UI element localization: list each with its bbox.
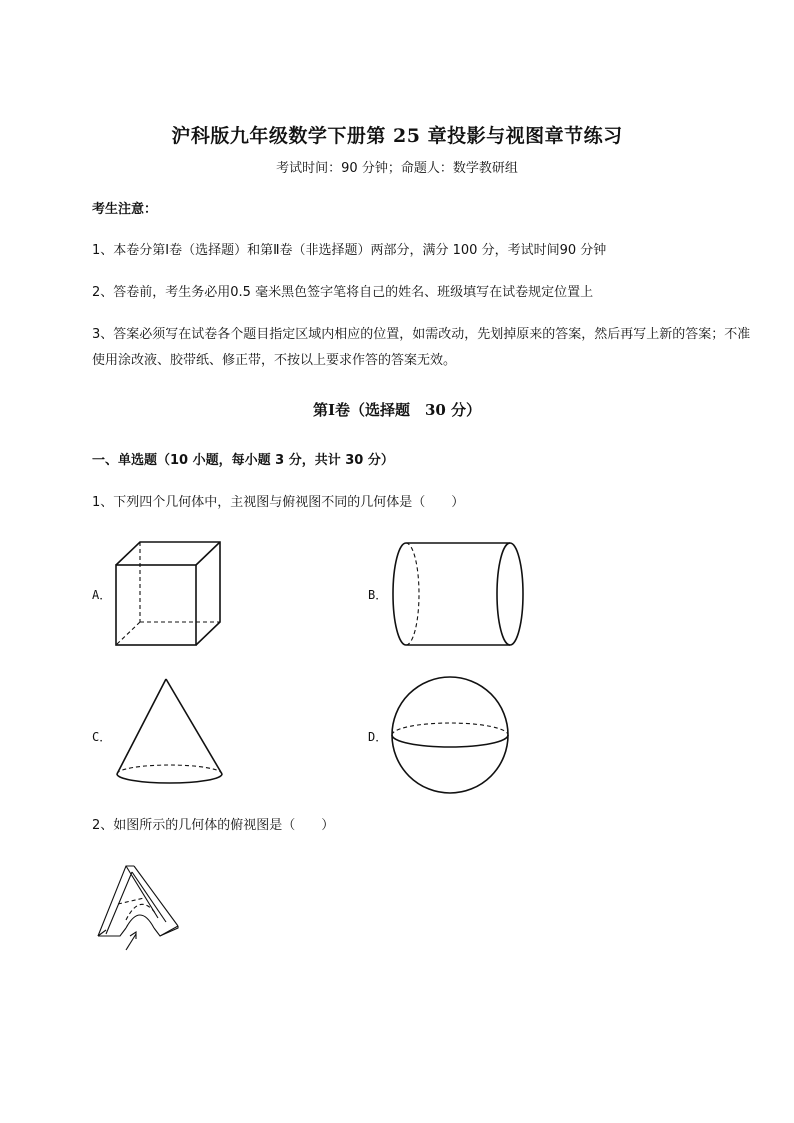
question-1-stem: 1、下列四个几何体中，主视图与俯视图不同的几何体是（ ）	[92, 495, 465, 510]
notice-item-2: 2、答卷前，考生务必用0.5 毫米黑色签字笔将自己的姓名、班级填写在试卷规定位置上	[92, 285, 594, 300]
page-subtitle: 考试时间：90 分钟；命题人：数学教研组	[276, 161, 518, 176]
sphere-figure	[390, 675, 514, 799]
cylinder-figure	[390, 540, 530, 650]
option-d-label: D．	[368, 730, 388, 744]
notice-item-1: 1、本卷分第Ⅰ卷（选择题）和第Ⅱ卷（非选择题）两部分，满分 100 分，考试时间90 分钟	[92, 243, 607, 258]
page-title: 沪科版九年级数学下册第 25 章投影与视图章节练习	[171, 125, 623, 147]
option-c-label: C．	[92, 730, 112, 744]
question-2-stem: 2、如图所示的几何体的俯视图是（ ）	[92, 818, 335, 833]
prism-with-arch-figure	[96, 862, 192, 954]
cone-figure	[114, 676, 226, 788]
notice-item-3: 3、答案必须写在试卷各个题目指定区域内相应的位置，如需改动，先划掉原来的答案，然后再写上新的答案；不准使用涂改液、胶带纸、修正带，不按以上要求作答的答案无效。	[92, 327, 751, 368]
cube-figure	[114, 540, 224, 650]
option-a-label: A．	[92, 588, 112, 602]
section-title: 第Ⅰ卷（选择题 30 分）	[312, 401, 482, 419]
option-b-label: B．	[368, 588, 388, 602]
notice-heading: 考生注意：	[92, 202, 158, 217]
part-heading: 一、单选题（10 小题，每小题 3 分，共计 30 分）	[92, 453, 394, 468]
